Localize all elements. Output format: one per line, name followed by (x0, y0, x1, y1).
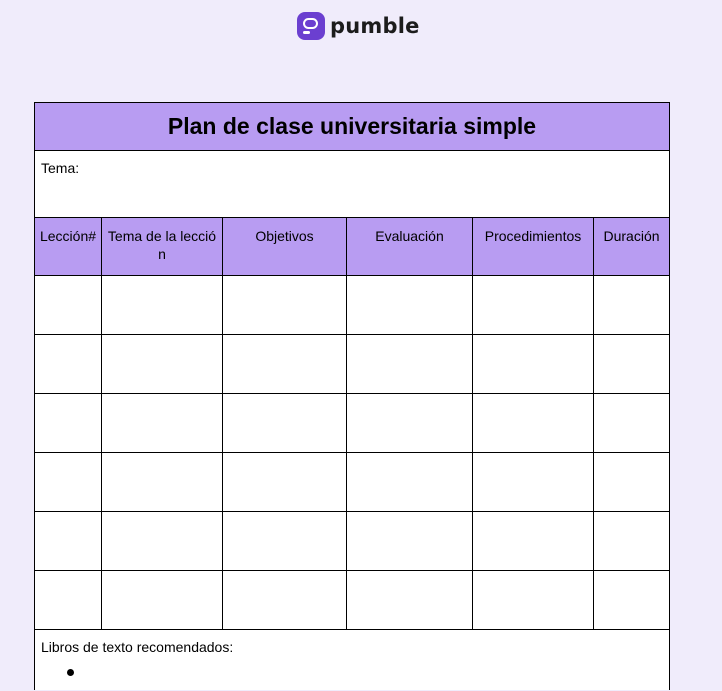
table-cell[interactable] (594, 512, 670, 571)
table-cell[interactable] (473, 571, 594, 630)
table-cell[interactable] (347, 335, 473, 394)
table-cell[interactable] (473, 512, 594, 571)
table-cell[interactable] (347, 276, 473, 335)
table-cell[interactable] (102, 453, 223, 512)
table-cell[interactable] (223, 453, 347, 512)
libros-label: Libros de texto recomendados: (41, 639, 234, 655)
table-cell[interactable] (223, 394, 347, 453)
lesson-plan-document (34, 102, 669, 690)
table-cell[interactable] (35, 276, 102, 335)
table-cell[interactable] (347, 453, 473, 512)
table-cell[interactable] (347, 512, 473, 571)
column-header-procedimientos: Procedimientos (473, 218, 594, 276)
table-row (35, 394, 670, 453)
table-cell[interactable] (223, 571, 347, 630)
table-cell[interactable] (102, 276, 223, 335)
table-cell[interactable] (594, 394, 670, 453)
list-bullet (67, 669, 74, 676)
document-title: Plan de clase universitaria simple (35, 103, 670, 151)
table-cell[interactable] (473, 453, 594, 512)
lesson-plan-table (34, 102, 670, 690)
table-cell[interactable] (35, 335, 102, 394)
table-row (35, 512, 670, 571)
table-header-row (35, 218, 670, 276)
table-cell[interactable] (35, 512, 102, 571)
table-cell[interactable] (102, 394, 223, 453)
table-cell[interactable] (223, 276, 347, 335)
table-row (35, 453, 670, 512)
table-cell[interactable] (347, 571, 473, 630)
column-header-objetivos: Objetivos (223, 218, 347, 276)
table-cell[interactable] (102, 335, 223, 394)
table-cell[interactable] (594, 335, 670, 394)
table-cell[interactable] (594, 453, 670, 512)
table-cell[interactable] (35, 394, 102, 453)
table-cell[interactable] (102, 571, 223, 630)
table-cell[interactable] (473, 276, 594, 335)
column-header-duracion: Duración (594, 218, 670, 276)
table-cell[interactable] (473, 394, 594, 453)
table-cell[interactable] (223, 335, 347, 394)
column-header-tema-de-la-leccion: Tema de la lección (102, 218, 223, 276)
table-row (35, 335, 670, 394)
column-header-evaluacion: Evaluación (347, 218, 473, 276)
column-header-leccion: Lección# (35, 218, 102, 276)
table-cell[interactable] (594, 276, 670, 335)
table-cell[interactable] (347, 394, 473, 453)
table-cell[interactable] (223, 512, 347, 571)
table-cell[interactable] (473, 335, 594, 394)
table-row (35, 571, 670, 630)
table-cell[interactable] (594, 571, 670, 630)
table-row (35, 276, 670, 335)
pumble-logo[interactable] (297, 11, 420, 41)
tema-field[interactable] (35, 151, 670, 218)
table-cell[interactable] (35, 571, 102, 630)
logo-text: pumble (330, 14, 420, 38)
libros-field[interactable] (35, 630, 670, 690)
table-cell[interactable] (102, 512, 223, 571)
table-cell[interactable] (35, 453, 102, 512)
tema-label: Tema: (41, 160, 80, 176)
pumble-chat-icon (297, 12, 325, 40)
